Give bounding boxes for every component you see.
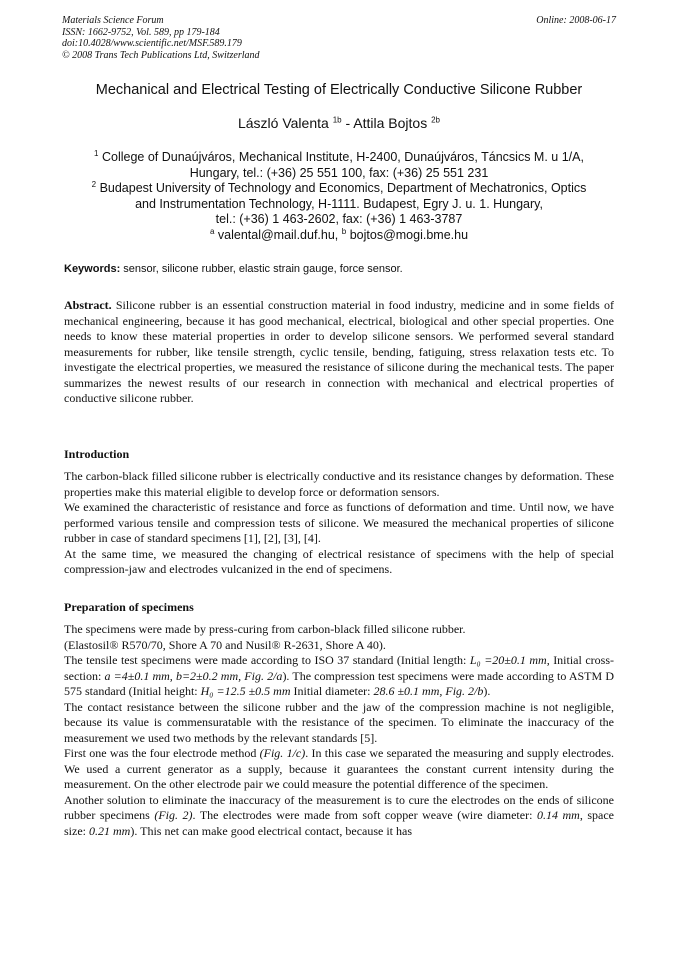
intro-paragraph-2: We examined the characteristic of resistance and force as functions of deformation and time. Until now, we have performed various tensile and compression tests of silicone. We measured the mechanical properties of silicone rubber in case of standard specimens [1], [2], [3], [4].	[64, 500, 614, 545]
prep-paragraph-2: (Elastosil® R570/70, Shore A 70 and Nusil® R-2631, Shore A 40).	[64, 637, 386, 652]
issn-line: ISSN: 1662-9752, Vol. 589, pp 179-184	[62, 26, 220, 38]
affiliation-2-line-1	[40, 181, 638, 197]
prep-p6-a: Another solution to eliminate the inaccuracy of the measurement is to cure the electrodes on the ends of silicone rubber specimens	[64, 792, 614, 822]
journal-header	[62, 15, 616, 61]
prep-p3-e: ).	[483, 684, 491, 698]
affiliations	[40, 150, 638, 243]
affiliation-1-line-2: Hungary, tel.: (+36) 25 551 100, fax: (+36) 25 551 231	[189, 165, 489, 180]
prep-p3-b: Initial cross-section:	[64, 653, 614, 683]
email-a-sup: a	[209, 226, 215, 236]
prep-p3-i3: H₀ =12.5 ±0.5 mm	[200, 684, 291, 698]
prep-p3-c: ). The compression test specimens were made according to ASTM D 575 standard (Initial height:	[64, 668, 615, 698]
prep-p6-c: , space size:	[64, 808, 614, 838]
prep-paragraph-6	[64, 793, 614, 840]
prep-paragraph-1: The specimens were made by press-curing from carbon-black filled silicone rubber.	[64, 622, 466, 636]
prep-p3-d: Initial diameter:	[290, 684, 374, 698]
affiliation-2-sup: 2	[91, 179, 97, 189]
prep-p5-b: . In this case we separated the measuring and supply electrodes. We used a current generator as a supply, because it guarantees the constant current intensity during the measurement. On the other electrode pair we could measure the potential difference of the specimen.	[64, 746, 614, 791]
keywords-text: sensor, silicone rubber, elastic strain gauge, force sensor.	[120, 263, 403, 275]
introduction-heading: Introduction	[64, 447, 130, 461]
online-date: Online: 2008-06-17	[536, 15, 616, 26]
affiliation-2-line-3: tel.: (+36) 1 463-2602, fax: (+36) 1 463-3787	[215, 212, 463, 226]
email-line	[40, 228, 638, 244]
prep-p3-i2: a =4±0.1 mm, b=2±0.2 mm, Fig. 2/a	[104, 668, 283, 683]
prep-p3-a: The tensile test specimens were made according to ISO 37 standard (Initial length:	[64, 653, 470, 667]
journal-name: Materials Science Forum	[62, 15, 164, 26]
affiliation-1-sup: 1	[94, 148, 99, 158]
doi-line: doi:10.4028/www.scientific.net/MSF.589.179	[62, 38, 242, 49]
keywords	[64, 263, 624, 275]
author-2: Attila Bojtos	[353, 115, 428, 131]
abstract-label: Abstract.	[64, 298, 112, 312]
prep-p5-a: First one was the four electrode method	[64, 746, 260, 760]
affiliation-1-text: College of Dunaújváros, Mechanical Institute, H-2400, Dunaújváros, Táncsics M. u 1/A,	[101, 150, 584, 164]
affiliation-2-text: Budapest University of Technology and Economics, Department of Mechatronics, Optics	[99, 181, 587, 195]
author-separator: -	[341, 115, 354, 131]
intro-paragraph-3: At the same time, we measured the changing of electrical resistance of specimens with the help of special compression-jaw and electrodes vulcanized in the end of specimens.	[64, 546, 614, 576]
prep-p6-b: . The electrodes were made from soft copper weave (wire diameter:	[192, 808, 537, 822]
prep-p5-i: (Fig. 1/c)	[259, 746, 306, 760]
email-b[interactable]: bojtos@mogi.bme.hu	[349, 227, 469, 242]
introduction-body	[64, 469, 614, 578]
copyright-line: © 2008 Trans Tech Publications Ltd, Switzerland	[62, 49, 260, 61]
abstract-text: Silicone rubber is an essential construction material in food industry, medicine and in some fields of mechanical engineering, because it has good mechanical, electrical, biological and other special properties. One needs to know these material properties in order to develop silicone sensors. We performed several standard measurements for rubber, like tensile strength, cyclic tensile, bending, fatiguing, stress relaxation tests etc. To investigate the electrical properties, we measured the resistance of silicone during the mechanical tests. The paper summarizes the newest results of our research in connection with mechanical and electrical properties of conductive silicone rubber.	[64, 298, 614, 405]
prep-paragraph-3	[64, 653, 614, 700]
prep-paragraph-5	[64, 746, 614, 793]
author-2-sup: 2b	[431, 115, 440, 125]
paper-title: Mechanical and Electrical Testing of Electrically Conductive Silicone Rubber	[95, 82, 583, 98]
affiliation-1-line-1	[40, 150, 638, 166]
prep-p3-i1: L₀ =20±0.1 mm,	[469, 653, 550, 667]
preparation-heading: Preparation of specimens	[64, 600, 194, 614]
affiliation-2-line-2: and Instrumentation Technology, H-1111. Budapest, Egry J. u. 1. Hungary,	[135, 196, 543, 211]
author-1: László Valenta	[237, 115, 329, 131]
prep-paragraph-4: The contact resistance between the silicone rubber and the jaw of the compression machine is not negligible, because its value is commensuratable with the resistance of the specimen. To eliminate the inaccuracy of the measurement we used two methods by the relevant standards [5].	[64, 699, 614, 745]
prep-p6-i2: 0.14 mm	[536, 808, 580, 822]
email-b-sup: b	[341, 226, 347, 236]
keywords-label: Keywords:	[64, 263, 121, 275]
prep-p6-i3: 0.21 mm	[89, 823, 131, 838]
preparation-body	[64, 622, 614, 839]
prep-p3-i4: 28.6 ±0.1 mm, Fig. 2/b	[373, 684, 484, 698]
email-a[interactable]: valental@mail.duf.hu,	[217, 227, 339, 242]
abstract	[64, 298, 614, 407]
prep-p6-i1: (Fig. 2)	[154, 808, 193, 822]
prep-p6-d: ). This net can make good electrical contact, because it has	[130, 823, 413, 838]
intro-paragraph-1: The carbon-black filled silicone rubber is electrically conductive and its resistance changes by deformation. These properties make this material eligible to develop force or deformation sensors.	[64, 469, 614, 499]
author-line	[40, 115, 638, 131]
author-1-sup: 1b	[332, 115, 342, 125]
